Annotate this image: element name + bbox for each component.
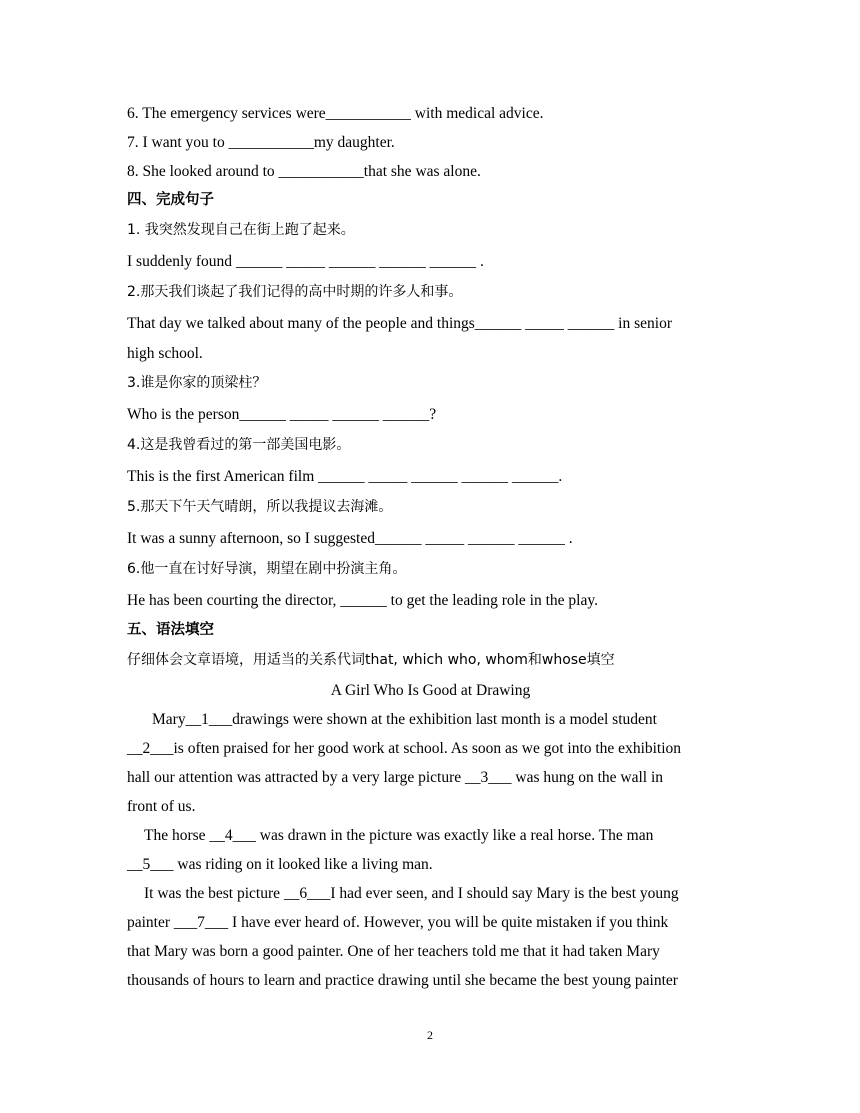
text-line: The horse __4___ was drawn in the picture was exactly like a real horse. The man [144, 827, 654, 844]
text-line: 5.那天下午天气晴朗，所以我提议去海滩。 [127, 499, 393, 515]
text-line: It was a sunny afternoon, so I suggested______ _____ ______ ______ . [127, 530, 573, 547]
text-line: painter ___7___ I have ever heard of. However, you will be quite mistaken if you think [127, 914, 669, 931]
text-line: 2.那天我们谈起了我们记得的高中时期的许多人和事。 [127, 284, 463, 300]
text-line: Who is the person______ _____ ______ ______? [127, 406, 437, 423]
text-line: thousands of hours to learn and practice drawing until she became the best young painter [127, 972, 678, 989]
text-line: 仔细体会文章语境，用适当的关系代词that, which who, whom和whose填空 [127, 652, 615, 668]
text-line: 6.他一直在讨好导演，期望在剧中扮演主角。 [127, 561, 407, 577]
text-line: 3.谁是你家的顶梁柱？ [127, 375, 267, 391]
text-line: 4.这是我曾看过的第一部美国电影。 [127, 437, 351, 453]
text-line: that Mary was born a good painter. One of her teachers told me that it had taken Mary [127, 943, 660, 960]
text-line: 6. The emergency services were___________ with medical advice. [127, 105, 544, 122]
text-line: 7. I want you to ___________my daughter. [127, 134, 395, 151]
text-line: high school. [127, 345, 203, 362]
text-line: __2___is often praised for her good work at school. As soon as we got into the exhibition [127, 740, 682, 757]
page-number: 2 [427, 1028, 433, 1042]
text-line: A Girl Who Is Good at Drawing [330, 682, 531, 699]
text-line: It was the best picture __6___I had ever seen, and I should say Mary is the best young [144, 885, 679, 902]
text-line: 8. She looked around to ___________that she was alone. [127, 163, 481, 180]
text-line: He has been courting the director, ______ to get the leading role in the play. [127, 592, 598, 609]
text-line: hall our attention was attracted by a very large picture __3___ was hung on the wall in [127, 769, 664, 786]
text-line: I suddenly found ______ _____ ______ ______ ______ . [127, 253, 484, 270]
text-line: front of us. [127, 798, 196, 815]
text-line: 五、语法填空 [127, 622, 214, 638]
text-line: Mary__1___drawings were shown at the exhibition last month is a model student [152, 711, 657, 728]
text-line: __5___ was riding on it looked like a living man. [127, 856, 433, 873]
document-body [127, 99, 734, 995]
text-line: 四、完成句子 [127, 192, 214, 208]
text-line: That day we talked about many of the people and things______ _____ ______ in senior [127, 315, 672, 332]
text-line: This is the first American film ______ _____ ______ ______ ______. [127, 468, 563, 485]
text-line: 1. 我突然发现自己在街上跑了起来。 [127, 222, 355, 238]
